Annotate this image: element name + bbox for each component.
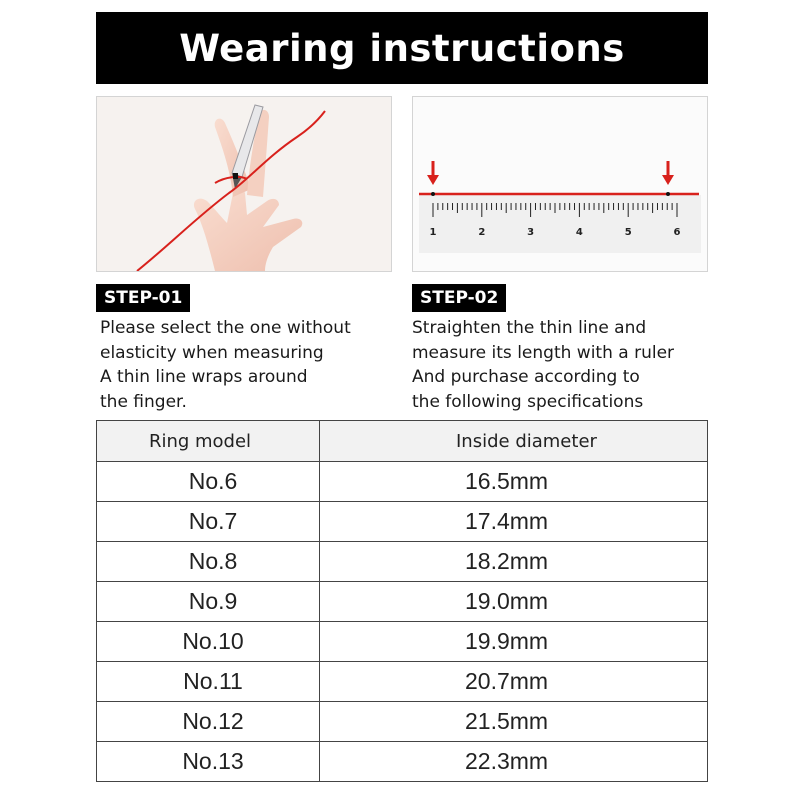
column-header-ring-model: Ring model bbox=[97, 421, 320, 462]
inside-diameter-cell: 21.5mm bbox=[320, 702, 708, 742]
table-row bbox=[97, 582, 708, 622]
column-header-inside-diameter: Inside diameter bbox=[320, 421, 708, 462]
inside-diameter-cell: 17.4mm bbox=[320, 502, 708, 542]
inside-diameter-cell: 16.5mm bbox=[320, 462, 708, 502]
inside-diameter-cell: 20.7mm bbox=[320, 662, 708, 702]
arrow-down-icon-right bbox=[662, 161, 674, 185]
step2-line: the following specifications bbox=[412, 391, 644, 412]
step1-line: Please select the one without bbox=[100, 318, 351, 338]
step2-description bbox=[412, 316, 712, 414]
table-row bbox=[97, 622, 708, 662]
step2-badge: STEP-02 bbox=[412, 284, 506, 312]
ruler-label: 4 bbox=[575, 227, 583, 238]
ruler-label: 3 bbox=[527, 227, 535, 238]
page-title: Wearing instructions bbox=[96, 12, 708, 84]
ruler-label: 2 bbox=[478, 227, 486, 238]
step1-illustration bbox=[96, 96, 392, 272]
table-row bbox=[97, 542, 708, 582]
ruler-illustration bbox=[413, 97, 707, 271]
step1-description bbox=[100, 316, 400, 414]
inside-diameter-cell: 18.2mm bbox=[320, 542, 708, 582]
ring-model-cell: No.7 bbox=[97, 502, 320, 542]
step1-line: the finger. bbox=[100, 391, 187, 412]
inside-diameter-cell: 19.9mm bbox=[320, 622, 708, 662]
table-header-row bbox=[97, 421, 708, 462]
ring-model-cell: No.8 bbox=[97, 542, 320, 582]
ruler-label: 1 bbox=[429, 227, 437, 238]
ring-model-cell: No.12 bbox=[97, 702, 320, 742]
step1-line: A thin line wraps around bbox=[100, 367, 308, 387]
inside-diameter-cell: 19.0mm bbox=[320, 582, 708, 622]
step2-line: And purchase according to bbox=[412, 367, 640, 387]
step2-line: measure its length with a ruler bbox=[412, 342, 675, 363]
table-row bbox=[97, 742, 708, 782]
ring-model-cell: No.11 bbox=[97, 662, 320, 702]
ring-model-cell: No.10 bbox=[97, 622, 320, 662]
inside-diameter-cell: 22.3mm bbox=[320, 742, 708, 782]
table-row bbox=[97, 462, 708, 502]
hand-measuring-illustration bbox=[97, 97, 391, 271]
table-row bbox=[97, 702, 708, 742]
ruler-label: 6 bbox=[673, 227, 681, 238]
table-row bbox=[97, 662, 708, 702]
table-row bbox=[97, 502, 708, 542]
ring-size-table bbox=[96, 420, 708, 782]
step2-line: Straighten the thin line and bbox=[412, 318, 647, 338]
step1-line: elasticity when measuring bbox=[100, 342, 324, 363]
ring-model-cell: No.6 bbox=[97, 462, 320, 502]
ring-model-cell: No.9 bbox=[97, 582, 320, 622]
ruler-label: 5 bbox=[624, 227, 632, 238]
step1-badge: STEP-01 bbox=[96, 284, 190, 312]
arrow-down-icon-left bbox=[427, 161, 439, 185]
step2-illustration bbox=[412, 96, 708, 272]
ring-model-cell: No.13 bbox=[97, 742, 320, 782]
